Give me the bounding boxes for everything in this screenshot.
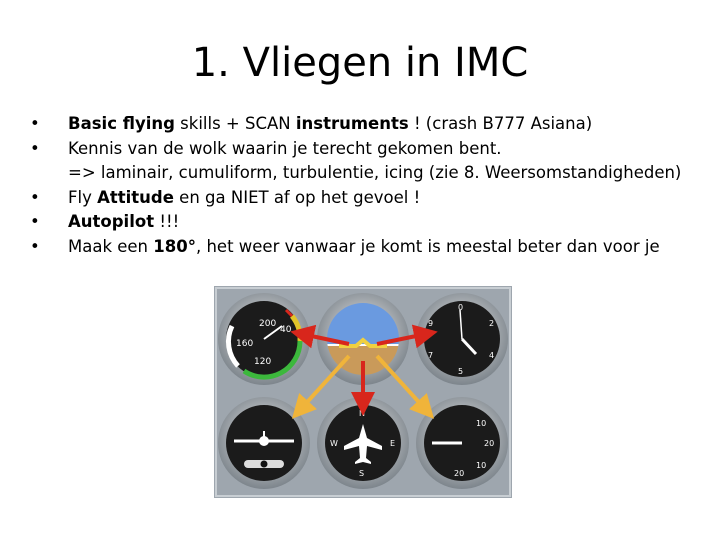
bold-text: 180° [153, 236, 196, 256]
altimeter-icon [416, 293, 508, 385]
bullet-item: • Basic flying skills + SCAN instruments ! (crash B777 Asiana) [30, 114, 593, 133]
bold-text: Autopilot [68, 212, 155, 231]
bullet-text: Kennis van de wolk waarin je terecht gekomen bent. [68, 138, 502, 158]
bullet-text: en ga NIET af op het gevoel ! [173, 187, 421, 207]
svg-text:E: E [390, 439, 396, 448]
vertical-speed-indicator-icon [416, 397, 508, 489]
bullet-item: • Kennis van de wolk waarin je terecht gekomen bent. [30, 138, 502, 158]
bold-text: Basic flying [68, 114, 175, 133]
svg-text:20: 20 [484, 439, 495, 448]
bold-text: instruments [295, 114, 409, 133]
airspeed-indicator-icon [218, 293, 310, 385]
bullet-item: • Autopilot !!! [30, 212, 180, 231]
slide-title: 1. Vliegen in IMC [191, 40, 529, 86]
svg-text:120: 120 [254, 357, 272, 367]
svg-text:4: 4 [489, 351, 495, 360]
bullet-item: • Maak een 180°, het weer vanwaar je komt is meestal beter dan voor je [30, 236, 660, 256]
svg-text:7: 7 [428, 351, 434, 360]
turn-coordinator-icon [218, 397, 310, 489]
instrument-panel-image [214, 286, 512, 498]
svg-text:10: 10 [476, 461, 487, 470]
bullet-continuation: => laminair, cumuliform, turbulentie, icing (zie 8. Weersomstandigheden) [68, 163, 682, 182]
svg-text:9: 9 [428, 319, 434, 328]
svg-text:20: 20 [454, 469, 465, 478]
bullet-list [30, 112, 710, 259]
svg-text:0: 0 [458, 303, 464, 312]
heading-indicator-icon [317, 397, 409, 489]
bullet-text: Fly [68, 187, 98, 207]
svg-text:2: 2 [489, 319, 495, 328]
bullet-text: Maak een [68, 236, 154, 256]
bullet-text: , het weer vanwaar je komt is meestal beter dan voor je [195, 236, 660, 256]
svg-text:40: 40 [280, 325, 292, 335]
bold-text: Attitude [97, 187, 174, 207]
svg-text:W: W [330, 439, 338, 448]
svg-text:10: 10 [476, 419, 487, 428]
svg-text:5: 5 [458, 367, 464, 376]
bullet-text: !!! [154, 212, 180, 231]
bullet-text: ! (crash B777 Asiana) [408, 114, 593, 133]
svg-text:200: 200 [259, 319, 277, 329]
bullet-text: skills + SCAN [174, 114, 296, 133]
svg-text:N: N [359, 409, 365, 418]
svg-text:S: S [359, 469, 365, 478]
svg-text:160: 160 [236, 339, 254, 349]
bullet-item: • Fly Attitude en ga NIET af op het gevoel ! [30, 187, 421, 207]
